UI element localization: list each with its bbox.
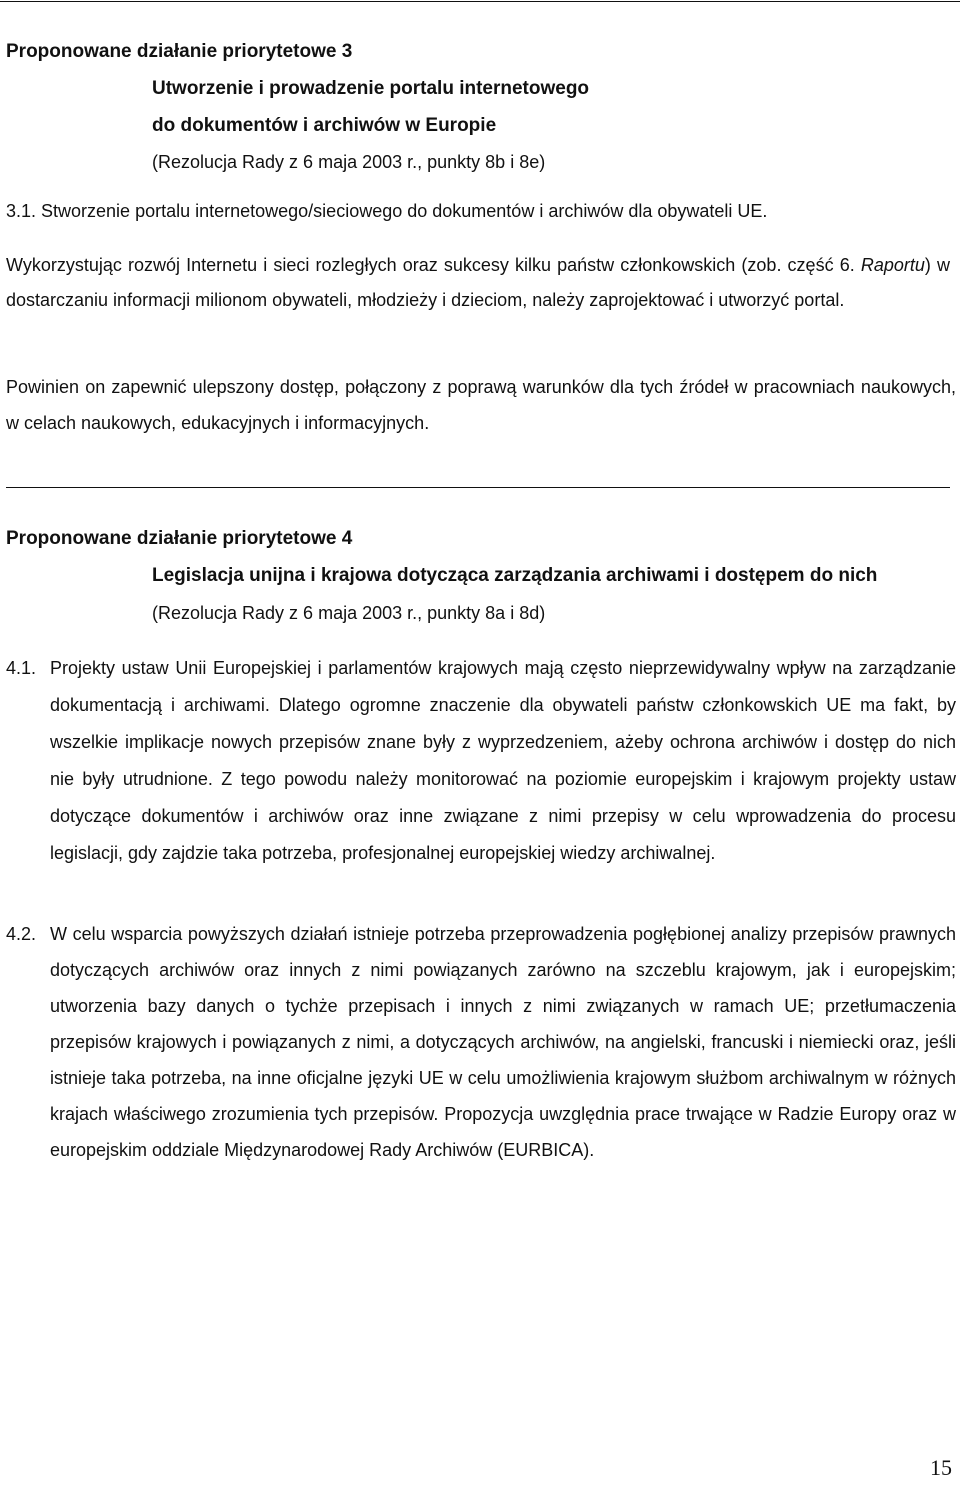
para1-start: Wykorzystując rozwój Internetu i sieci rozległych oraz sukcesy kilku państw członkowskich (zob. część 6.: [6, 255, 861, 275]
item-4-2-number: 4.2.: [6, 924, 37, 944]
item-4-2: [6, 916, 956, 1168]
top-rule: [0, 1, 960, 2]
section4-reference: (Rezolucja Rady z 6 maja 2003 r., punkty 8a i 8d): [152, 603, 546, 623]
section4-title: Legislacja unijna i krajowa dotycząca zarządzania archiwami i dostępem do nich: [152, 565, 878, 586]
section3-paragraph-1: [6, 248, 950, 318]
item-3-1: 3.1. Stworzenie portalu internetowego/sieciowego do dokumentów i archiwów dla obywateli UE.: [6, 201, 768, 221]
section3-title-line1: Utworzenie i prowadzenie portalu internetowego: [152, 78, 590, 99]
section3-title-line2: do dokumentów i archiwów w Europie: [152, 115, 497, 136]
item-4-1-number: 4.1.: [6, 658, 37, 678]
section3-paragraph-2: Powinien on zapewnić ulepszony dostęp, połączony z poprawą warunków dla tych źródeł w pracowniach naukowych, w celach naukowych, edukacyjnych i informacyjnych.: [6, 377, 956, 433]
section-divider: [6, 487, 950, 488]
para1-italic: Raportu: [860, 255, 925, 275]
item-4-2-text: W celu wsparcia powyższych działań istnieje potrzeba przeprowadzenia pogłębionej analizy przepisów prawnych dotyczących archiwów oraz innych z nimi powiązanych zarówno na szczeblu krajowym, jak i europejskim; utworzenia bazy danych o tychże przepisach i innych z nimi związanych w ramach UE; przetłumaczenia przepisów krajowych i powiązanych z nimi, a dotyczących archiwów, na angielski, francuski i niemiecki oraz, jeśli istnieje taka potrzeba, na inne oficjalne języki UE w celu umożliwienia krajowym służbom archiwalnym w różnych krajach właściwego zrozumienia tych przepisów. Propozycja uwzględnia prace trwające w Radzie Europy oraz w europejskim oddziale Międzynarodowej Rady Archiwów (EURBICA).: [50, 924, 956, 1160]
section4-heading: Proponowane działanie priorytetowe 4: [6, 528, 353, 549]
section3-heading: Proponowane działanie priorytetowe 3: [6, 41, 353, 62]
item-4-1: [6, 650, 956, 872]
item-4-1-text: Projekty ustaw Unii Europejskiej i parlamentów krajowych mają często nieprzewidywalny wpływ na zarządzanie dokumentacją i archiwami. Dlatego ogromne znaczenie dla obywateli państw członkowskich UE ma fakt, by wszelkie implikacje nowych przepisów znane były z wyprzedzeniem, ażeby ochrona archiwów i dostęp do nich nie były utrudnione. Z tego powodu należy monitorować na poziomie europejskim i krajowym projekty ustaw dotyczące dokumentów i archiwów oraz inne związane z nimi przepisy w celu wprowadzenia do procesu legislacji, gdy zajdzie taka potrzeba, profesjonalnej europejskiej wiedzy archiwalnej.: [50, 658, 956, 863]
page-number: 15: [930, 1455, 952, 1480]
section3-reference: (Rezolucja Rady z 6 maja 2003 r., punkty 8b i 8e): [152, 152, 546, 172]
para1-end: ) w dostarczaniu informacji milionom obywateli, młodzieży i dzieciom, należy zaprojektować i utworzyć portal.: [6, 255, 950, 310]
